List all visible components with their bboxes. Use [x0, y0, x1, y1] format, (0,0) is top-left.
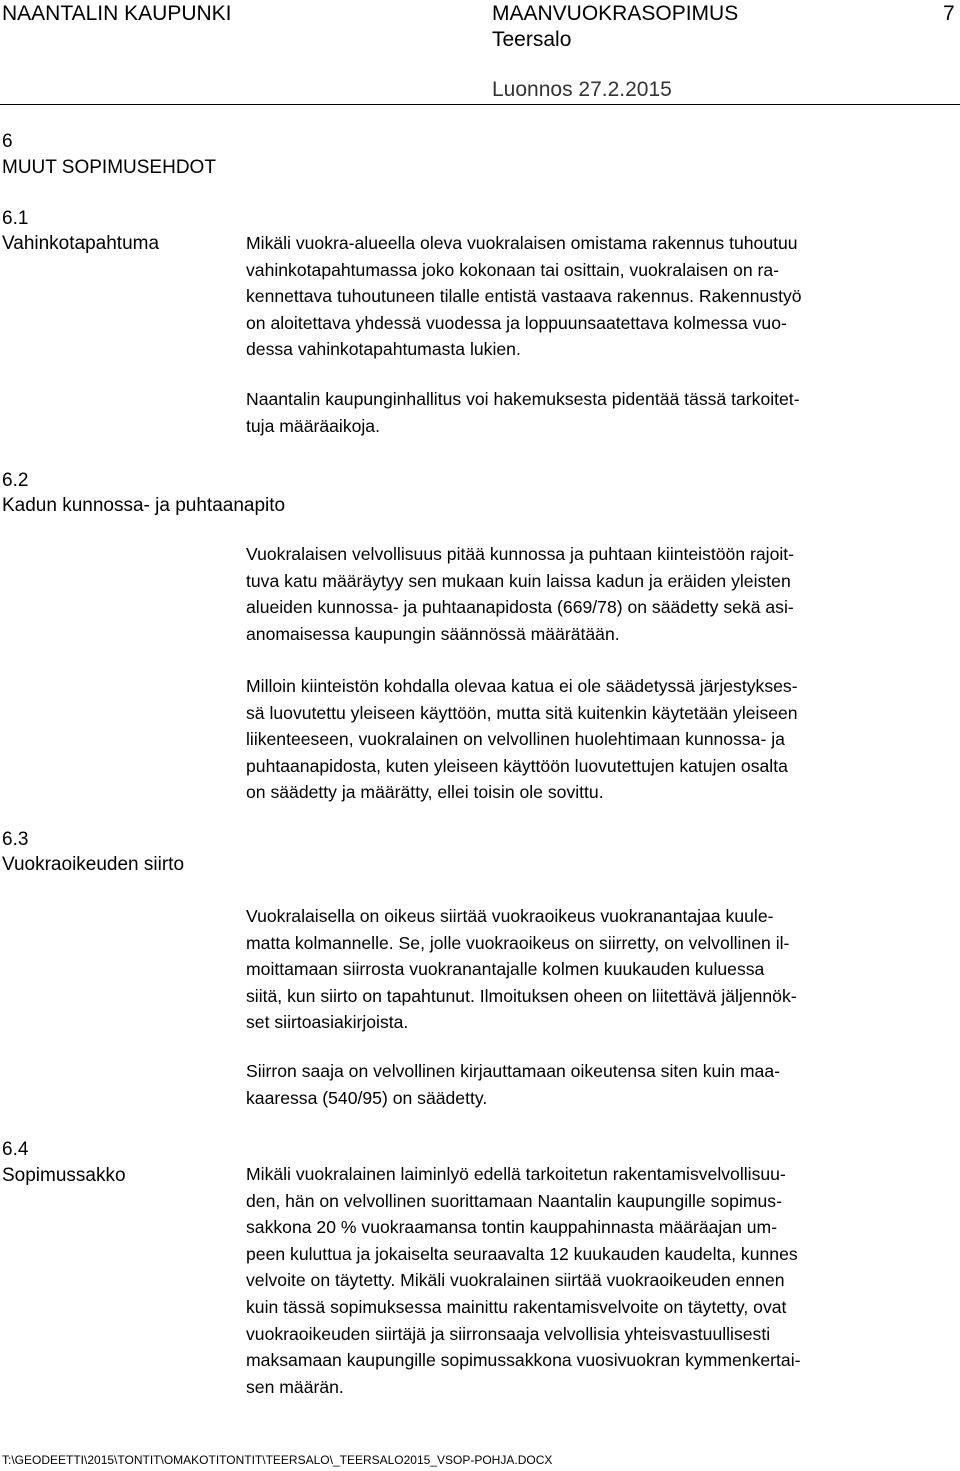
subsection-number-6-1: 6.1	[2, 208, 29, 229]
draft-date: Luonnos 27.2.2015	[492, 78, 672, 101]
page-number: 7	[943, 2, 955, 25]
subsection-number-6-3: 6.3	[2, 829, 29, 850]
subsection-title-6-4: Sopimussakko	[2, 1165, 126, 1186]
paragraph-6-1-b: Naantalin kaupunginhallitus voi hakemuksesta pidentää tässä tarkoitet- tuja määräaikoja.	[246, 389, 800, 436]
organization-name: NAANTALIN KAUPUNKI	[2, 2, 232, 25]
subsection-title-6-1: Vahinkotapahtuma	[2, 233, 160, 254]
subsection-title-6-3: Vuokraoikeuden siirto	[2, 854, 185, 875]
paragraph-6-2-a: Vuokralaisen velvollisuus pitää kunnossa ja puhtaan kiinteistöön rajoit- tuva katu määräytyy sen mukaan kuin laissa kadun ja eräiden yleisten alueiden kunnossa- ja puhtaanapidosta (669/78) on säädetty sekä asi- anomaisessa kaupungin säännössä määrätään.	[246, 544, 795, 644]
paragraph-6-1-a: Mikäli vuokra-alueella oleva vuokralaisen omistama rakennus tuhoutuu vahinkotapahtumassa joko kokonaan tai osittain, vuokralaisen on ra- kennettava tuhoutuneen tilalle entistä vastaava rakennus. Rakennustyö on aloitettava yhdessä vuodessa ja loppuunsaatettava kolmessa vuo- dessa vahinkotapahtumasta lukien.	[246, 233, 802, 360]
document-title: MAANVUOKRASOPIMUS	[492, 2, 739, 25]
paragraph-6-3-b: Siirron saaja on velvollinen kirjauttamaan oikeutensa siten kuin maa- kaaressa (540/95) on säädetty.	[246, 1061, 780, 1108]
file-path-footer: T:\GEODEETTI\2015\TONTIT\OMAKOTITONTIT\TEERSALO\_TEERSALO2015_VSOP-POHJA.DOCX	[2, 1453, 553, 1467]
subsection-title-6-2: Kadun kunnossa- ja puhtaanapito	[2, 495, 286, 516]
subsection-number-6-2: 6.2	[2, 470, 29, 491]
paragraph-6-3-a: Vuokralaisella on oikeus siirtää vuokraoikeus vuokranantajaa kuule- matta kolmannelle. Se, jolle vuokraoikeus on siirretty, on velvollinen il- moittamaan siirrosta vuokranantajalle kolmen kuukauden kuluessa siitä, kun siirto on tapahtunut. Ilmoituksen oheen on liitettävä jäljennök- set siirtoasiakirjoista.	[246, 906, 797, 1033]
header-divider	[0, 104, 960, 105]
subsection-number-6-4: 6.4	[2, 1139, 29, 1160]
paragraph-6-4: Mikäli vuokralainen laiminlyö edellä tarkoitetun rakentamisvelvollisuu- den, hän on velvollinen suorittamaan Naantalin kaupungille sopimus- sakkona 20 % vuokraamansa tontin kauppahinnasta määräajan um- peen kuluttua ja jokaiselta seuraavalta 12 kuukauden kaudelta, kunnes velvoite on täytetty. Mikäli vuokralainen siirtää vuokraoikeuden ennen kuin tässä sopimuksessa mainittu rakentamisvelvoite on täytetty, ovat vuokraoikeuden siirtäjä ja siirronsaaja velvollisia yhteisvastuullisesti maksamaan kaupungille sopimussakkona vuosivuokran kymmenkertai- sen määrän.	[246, 1164, 801, 1397]
section-number: 6	[2, 131, 13, 152]
paragraph-6-2-b: Milloin kiinteistön kohdalla olevaa katua ei ole säädetyssä järjestykses- sä luovutettu yleiseen käyttöön, mutta sitä kuitenkin käytetään yleiseen liikenteeseen, vuokralainen on velvollinen huolehtimaan kunnossa- ja puhtaanapidosta, kuten yleiseen käyttöön luovutettujen katujen osalta on säädetty ja määrätty, ellei toisin ole sovittu.	[246, 676, 798, 803]
section-title: MUUT SOPIMUSEHDOT	[2, 157, 216, 178]
document-subtitle: Teersalo	[492, 28, 572, 51]
